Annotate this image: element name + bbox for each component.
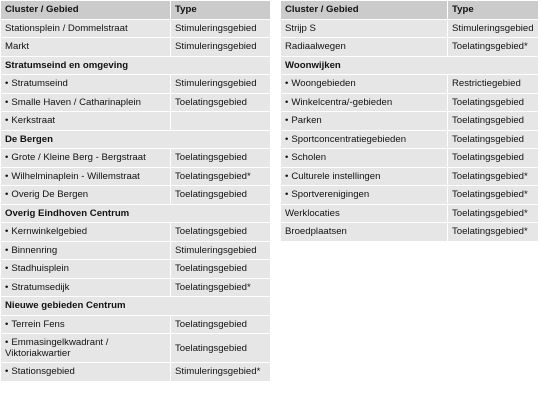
- header-row: [281, 1, 539, 20]
- bullet-icon: •: [5, 366, 9, 378]
- type-cell: Toelatingsgebied: [171, 316, 271, 335]
- cluster-name: Culturele instellingen: [291, 170, 381, 182]
- type-cell: Toelatingsgebied: [448, 131, 539, 150]
- type-cell: Stimuleringsgebied: [171, 38, 271, 57]
- cluster-name: Kerkstraat: [11, 115, 56, 127]
- type-cell: Toelatingsgebied: [171, 223, 271, 242]
- cluster-cell: [1, 260, 171, 279]
- bullet-icon: •: [5, 152, 9, 164]
- table-row: [281, 75, 539, 94]
- cluster-cell: [1, 168, 171, 187]
- type-cell: [171, 112, 271, 131]
- table-row: [1, 149, 271, 168]
- cluster-cell: [281, 186, 448, 205]
- table-row: [1, 186, 271, 205]
- type-cell: Toelatingsgebied: [448, 112, 539, 131]
- cluster-name: Parken: [291, 115, 322, 127]
- type-cell: Toelatingsgebied*: [448, 223, 539, 242]
- table-row: [1, 334, 271, 363]
- cluster-cell: [1, 334, 171, 363]
- cluster-cell: [281, 112, 448, 131]
- bullet-icon: •: [5, 263, 9, 275]
- header-type: Type: [171, 1, 271, 20]
- table-row: [1, 20, 271, 39]
- cluster-name: Winkelcentra/-gebieden: [291, 96, 393, 108]
- cluster-cell: [281, 205, 448, 224]
- cluster-cell: [1, 316, 171, 335]
- left-table: [1, 1, 271, 382]
- table-row: [1, 75, 271, 94]
- group-title: Woonwijken: [281, 57, 539, 76]
- bullet-icon: •: [5, 226, 9, 238]
- bullet-icon: •: [285, 96, 289, 108]
- cluster-name: Strijp S: [285, 22, 316, 34]
- table-row: [281, 131, 539, 150]
- type-cell: Toelatingsgebied: [448, 94, 539, 113]
- cluster-cell: [1, 223, 171, 242]
- table-row: [1, 260, 271, 279]
- type-cell: Toelatingsgebied*: [171, 168, 271, 187]
- group-header-row: [1, 131, 271, 150]
- type-cell: Stimuleringsgebied*: [171, 363, 271, 382]
- table-row: [1, 112, 271, 131]
- right-table: [281, 1, 539, 242]
- cluster-name: Overig De Bergen: [11, 189, 89, 201]
- type-cell: Toelatingsgebied: [171, 260, 271, 279]
- type-cell: Toelatingsgebied*: [171, 279, 271, 298]
- cluster-cell: [1, 38, 171, 57]
- type-cell: Stimuleringsgebied: [171, 242, 271, 261]
- bullet-icon: •: [285, 78, 289, 90]
- cluster-name: Sportverenigingen: [291, 189, 370, 201]
- header-cluster: Cluster / Gebied: [281, 1, 448, 20]
- type-cell: Toelatingsgebied: [448, 149, 539, 168]
- cluster-cell: [281, 149, 448, 168]
- bullet-icon: •: [285, 170, 289, 182]
- table-row: [281, 112, 539, 131]
- table-row: [1, 168, 271, 187]
- group-title: De Bergen: [1, 131, 271, 150]
- cluster-name: Grote / Kleine Berg - Bergstraat: [11, 152, 146, 164]
- bullet-icon: •: [5, 281, 9, 293]
- cluster-cell: [1, 20, 171, 39]
- type-cell: Restrictiegebied: [448, 75, 539, 94]
- table-row: [1, 38, 271, 57]
- cluster-name: Sportconcentratiegebieden: [291, 133, 407, 145]
- group-header-row: [281, 57, 539, 76]
- table-row: [281, 149, 539, 168]
- bullet-icon: •: [285, 115, 289, 127]
- bullet-icon: •: [5, 96, 9, 108]
- table-row: [281, 168, 539, 187]
- type-cell: Stimuleringsgebied: [171, 75, 271, 94]
- table-row: [281, 38, 539, 57]
- group-header-row: [1, 297, 271, 316]
- header-row: [1, 1, 271, 20]
- cluster-cell: [1, 242, 171, 261]
- bullet-icon: •: [5, 318, 9, 330]
- type-cell: Toelatingsgebied*: [448, 168, 539, 187]
- type-cell: Toelatingsgebied: [171, 186, 271, 205]
- header-type: Type: [448, 1, 539, 20]
- cluster-name: Broedplaatsen: [285, 226, 347, 238]
- cluster-name: Kernwinkelgebied: [11, 226, 88, 238]
- cluster-cell: [281, 94, 448, 113]
- table-row: [281, 186, 539, 205]
- bullet-icon: •: [5, 170, 9, 182]
- cluster-name: Radiaalwegen: [285, 41, 346, 53]
- cluster-cell: [1, 149, 171, 168]
- table-row: [1, 94, 271, 113]
- cluster-name: Stratumsedijk: [11, 281, 70, 293]
- cluster-name: Stationsgebied: [11, 366, 75, 378]
- bullet-icon: •: [5, 244, 9, 256]
- cluster-cell: [1, 112, 171, 131]
- bullet-icon: •: [5, 337, 9, 348]
- cluster-cell: [281, 168, 448, 187]
- cluster-cell: [1, 186, 171, 205]
- table-row: [281, 205, 539, 224]
- cluster-cell: [1, 75, 171, 94]
- cluster-cell: [1, 94, 171, 113]
- bullet-icon: •: [285, 133, 289, 145]
- cluster-name: Stadhuisplein: [11, 263, 69, 275]
- cluster-name: Wilhelminaplein - Willemstraat: [11, 170, 140, 182]
- table-row: [1, 223, 271, 242]
- cluster-name: Stratumseind: [11, 78, 68, 90]
- type-cell: Toelatingsgebied: [171, 149, 271, 168]
- table-row: [1, 242, 271, 261]
- bullet-icon: •: [285, 189, 289, 201]
- header-cluster: Cluster / Gebied: [1, 1, 171, 20]
- cluster-name: Smalle Haven / Catharinaplein: [11, 96, 141, 108]
- cluster-cell: [281, 131, 448, 150]
- table-row: [281, 20, 539, 39]
- type-cell: Toelatingsgebied: [171, 94, 271, 113]
- cluster-cell: [281, 75, 448, 94]
- group-header-row: [1, 205, 271, 224]
- cluster-cell: [1, 363, 171, 382]
- group-title: Stratumseind en omgeving: [1, 57, 271, 76]
- type-cell: Stimuleringsgebied: [448, 20, 539, 39]
- cluster-name: Markt: [5, 41, 29, 53]
- table-row: [281, 223, 539, 242]
- cluster-name: Woongebieden: [291, 78, 356, 90]
- cluster-name: Emmasingelkwadrant / Viktoriakwartier: [5, 337, 109, 359]
- cluster-name: Scholen: [291, 152, 327, 164]
- cluster-name: Terrein Fens: [11, 318, 65, 330]
- type-cell: Toelatingsgebied*: [448, 38, 539, 57]
- table-row: [281, 94, 539, 113]
- bullet-icon: •: [5, 189, 9, 201]
- cluster-cell: [281, 20, 448, 39]
- table-row: [1, 363, 271, 382]
- cluster-cell: [281, 38, 448, 57]
- cluster-name: Binnenring: [11, 244, 58, 256]
- type-cell: Toelatingsgebied*: [448, 186, 539, 205]
- cluster-name: Werklocaties: [285, 207, 340, 219]
- table-row: [1, 316, 271, 335]
- type-cell: Toelatingsgebied: [171, 334, 271, 363]
- type-cell: Stimuleringsgebied: [171, 20, 271, 39]
- table-row: [1, 279, 271, 298]
- cluster-cell: [281, 223, 448, 242]
- group-title: Nieuwe gebieden Centrum: [1, 297, 271, 316]
- bullet-icon: •: [5, 78, 9, 90]
- bullet-icon: •: [5, 115, 9, 127]
- cluster-name: Stationsplein / Dommelstraat: [5, 22, 128, 34]
- cluster-cell: [1, 279, 171, 298]
- group-header-row: [1, 57, 271, 76]
- type-cell: Toelatingsgebied*: [448, 205, 539, 224]
- group-title: Overig Eindhoven Centrum: [1, 205, 271, 224]
- bullet-icon: •: [285, 152, 289, 164]
